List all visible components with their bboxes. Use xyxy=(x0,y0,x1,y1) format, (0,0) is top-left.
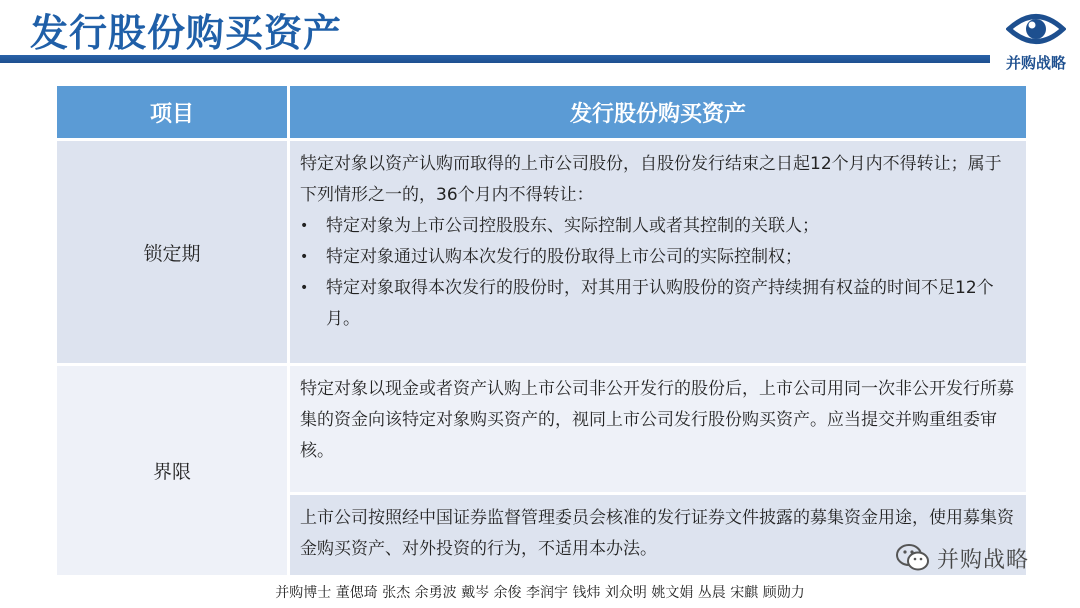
wechat-watermark xyxy=(895,542,1029,574)
footer-credits: 并购博士 董偲琦 张杰 余勇波 戴岑 余俊 李润宇 钱炜 刘众明 姚文娟 丛晨 宋麒 顾勋力 xyxy=(275,585,805,601)
eye-icon xyxy=(1006,8,1066,50)
brand-logo xyxy=(1000,8,1072,74)
row-label-boundary: 界限 xyxy=(57,366,287,575)
lockup-content xyxy=(290,141,1026,363)
table-header-topic: 发行股份购买资产 xyxy=(290,86,1026,138)
lockup-intro: 特定对象以资产认购而取得的上市公司股份，自股份发行结束之日起12个月内不得转让；属于下列情形之一的，36个月内不得转让： xyxy=(300,154,1002,205)
bullet-text: 特定对象通过认购本次发行的股份取得上市公司的实际控制权； xyxy=(326,247,802,267)
bullet-dot: • xyxy=(300,218,309,234)
watermark-text: 并购战略 xyxy=(937,547,1030,573)
page-title: 发行股份购买资产 xyxy=(30,11,343,55)
title-divider xyxy=(0,55,990,63)
logo-text: 并购战略 xyxy=(1005,54,1066,72)
list-item xyxy=(300,211,1016,242)
bullet-dot: • xyxy=(300,280,309,296)
bullet-dot: • xyxy=(300,249,309,265)
table-header-item: 项目 xyxy=(57,86,287,138)
bullet-text: 特定对象取得本次发行的股份时，对其用于认购股份的资产持续拥有权益的时间不足12个月。 xyxy=(326,278,994,329)
list-item xyxy=(300,273,1016,335)
list-item xyxy=(300,242,1016,273)
row-label-lockup: 锁定期 xyxy=(57,141,287,363)
wechat-icon xyxy=(895,543,931,573)
boundary-paragraph-1: 特定对象以现金或者资产认购上市公司非公开发行的股份后，上市公司用同一次非公开发行所募集的资金向该特定对象购买资产的，视同上市公司发行股份购买资产。应当提交并购重组委审核。 xyxy=(290,366,1026,492)
bullet-text: 特定对象为上市公司控股股东、实际控制人或者其控制的关联人； xyxy=(326,216,819,236)
comparison-table xyxy=(57,86,1023,566)
boundary-paragraph-2: 上市公司按照经中国证券监督管理委员会核准的发行证券文件披露的募集资金用途，使用募集资金购买资产、对外投资的行为，不适用本办法。 xyxy=(290,495,1026,575)
